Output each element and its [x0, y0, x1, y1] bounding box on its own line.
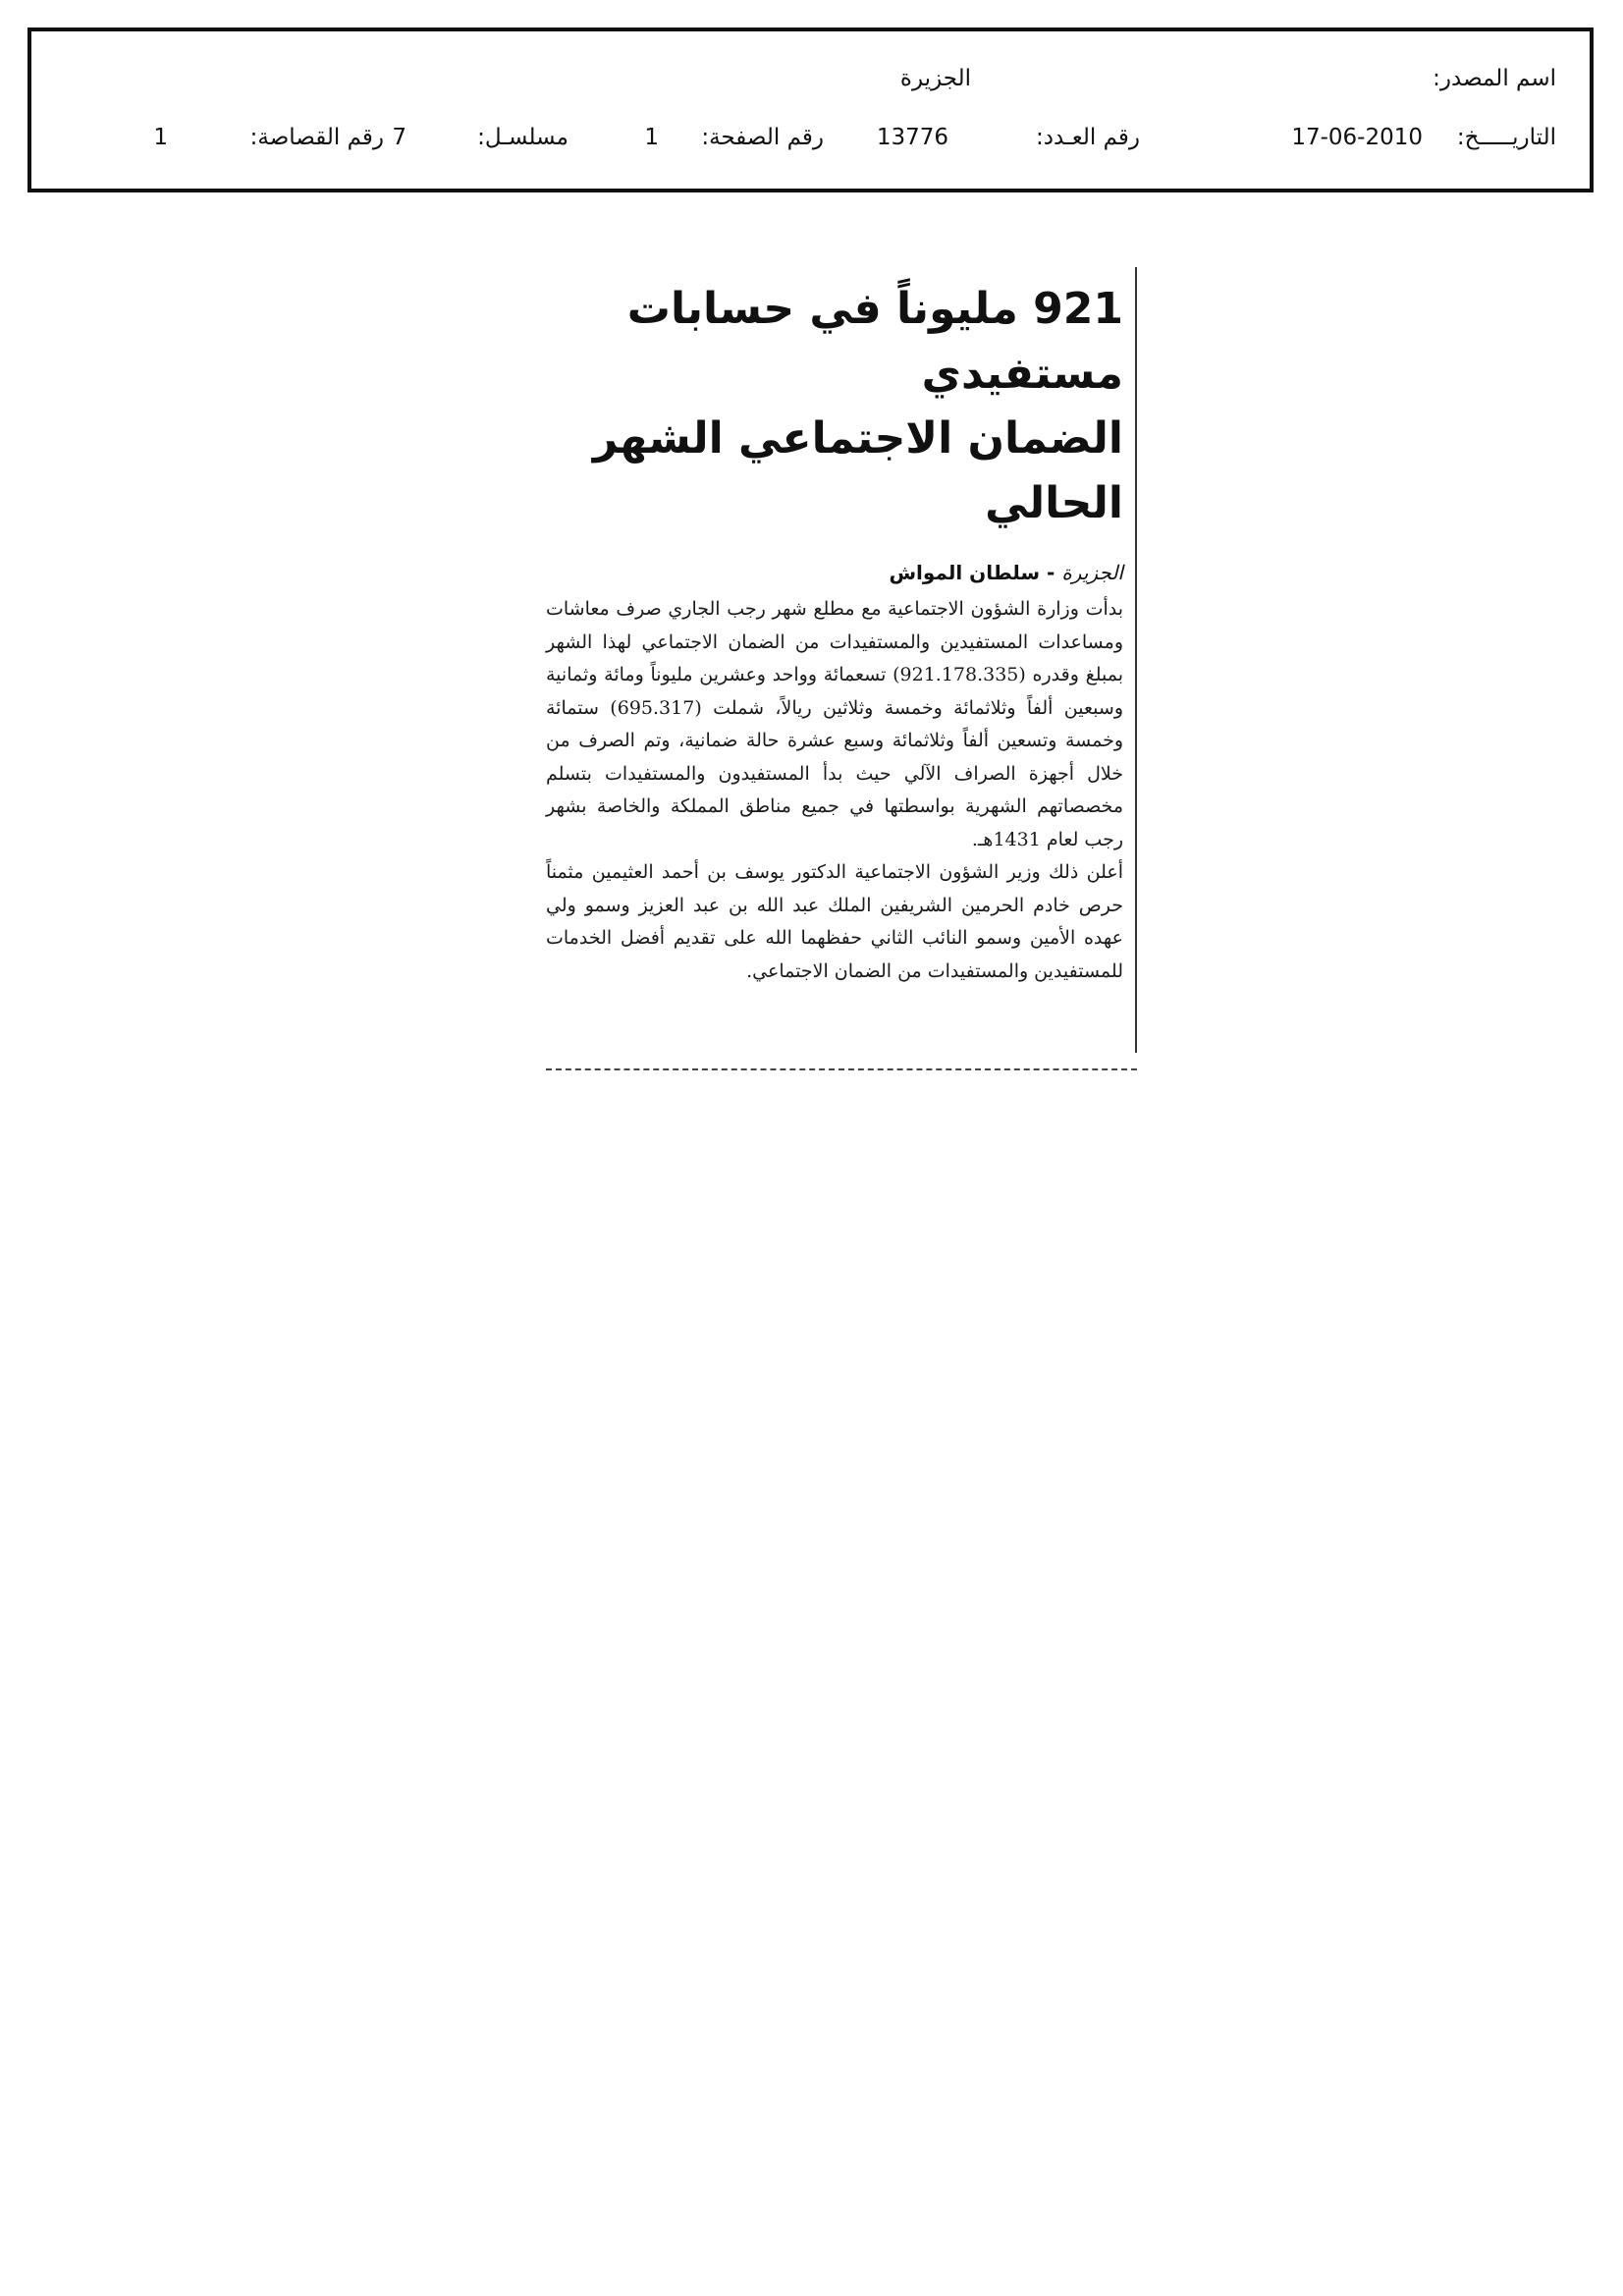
- article-headline: [546, 267, 1123, 536]
- page-label: رقم الصفحة:: [701, 125, 824, 150]
- byline-author: سلطان المواش: [889, 561, 1041, 584]
- source-value: الجزيرة: [899, 66, 971, 91]
- article-paragraph-1: بدأت وزارة الشؤون الاجتماعية مع مطلع شهر رجب الجاري صرف معاشات ومساعدات المستفيدين والمستفيدات من الضمان الاجتماعي لهذا الشهر بمبلغ وقدره (921.178.335) تسعمائة وواحد وعشرين مليوناً ومائة وثمانية وسبعين ألفاً وثلاثمائة وخمسة وثلاثين ريالاً، شملت (695.317) ستمائة وخمسة وتسعين ألفاً وثلاثمائة وسبع عشرة حالة ضمانية، وتم الصرف من خلال أجهزة الصراف الآلي حيث بدأ المستفيدون والمستفيدات بتسلم مخصصاتهم الشهرية بواسطتها في جميع مناطق المملكة والخاصة بشهر رجب لعام 1431هـ.: [546, 598, 1123, 850]
- column-rule: [1135, 267, 1137, 1053]
- issue-value: 13776: [876, 125, 948, 150]
- date-label: التاريـــــخ:: [1456, 125, 1556, 150]
- serial-value: 7: [392, 125, 406, 150]
- clip-value: 1: [153, 125, 168, 150]
- byline-source: الجزيرة: [1061, 561, 1123, 584]
- article-body: [546, 593, 1123, 988]
- article-paragraph-2: أعلن ذلك وزير الشؤون الاجتماعية الدكتور يوسف بن أحمد العثيمين مثمناً حرص خادم الحرمين الشريفين الملك عبد الله بن عبد العزيز وسمو ولي عهده الأمين وسمو النائب الثاني حفظهما الله على تقديم أفضل الخدمات للمستفيدين والمستفيدات من الضمان الاجتماعي.: [546, 861, 1123, 982]
- date-value: 17-06-2010: [1291, 125, 1423, 150]
- source-label: اسم المصدر:: [1433, 66, 1556, 91]
- page-value: 1: [644, 125, 659, 150]
- headline-line-1: 921 مليوناً في حسابات مستفيدي: [626, 284, 1123, 399]
- news-article-clipping: [546, 267, 1137, 1070]
- headline-line-2: الضمان الاجتماعي الشهر الحالي: [592, 413, 1123, 528]
- clipping-metadata-box: [27, 27, 1594, 192]
- byline-separator: -: [1040, 561, 1062, 584]
- serial-label: مسلسـل:: [477, 125, 568, 150]
- metadata-row-details: [31, 118, 1590, 157]
- article-content: [546, 267, 1123, 988]
- metadata-row-source: [31, 59, 1590, 98]
- article-byline: [546, 558, 1123, 587]
- issue-label: رقم العـدد:: [1035, 125, 1140, 150]
- article-bottom-rule: [546, 1068, 1137, 1070]
- clip-label: رقم القصاصة:: [249, 125, 384, 150]
